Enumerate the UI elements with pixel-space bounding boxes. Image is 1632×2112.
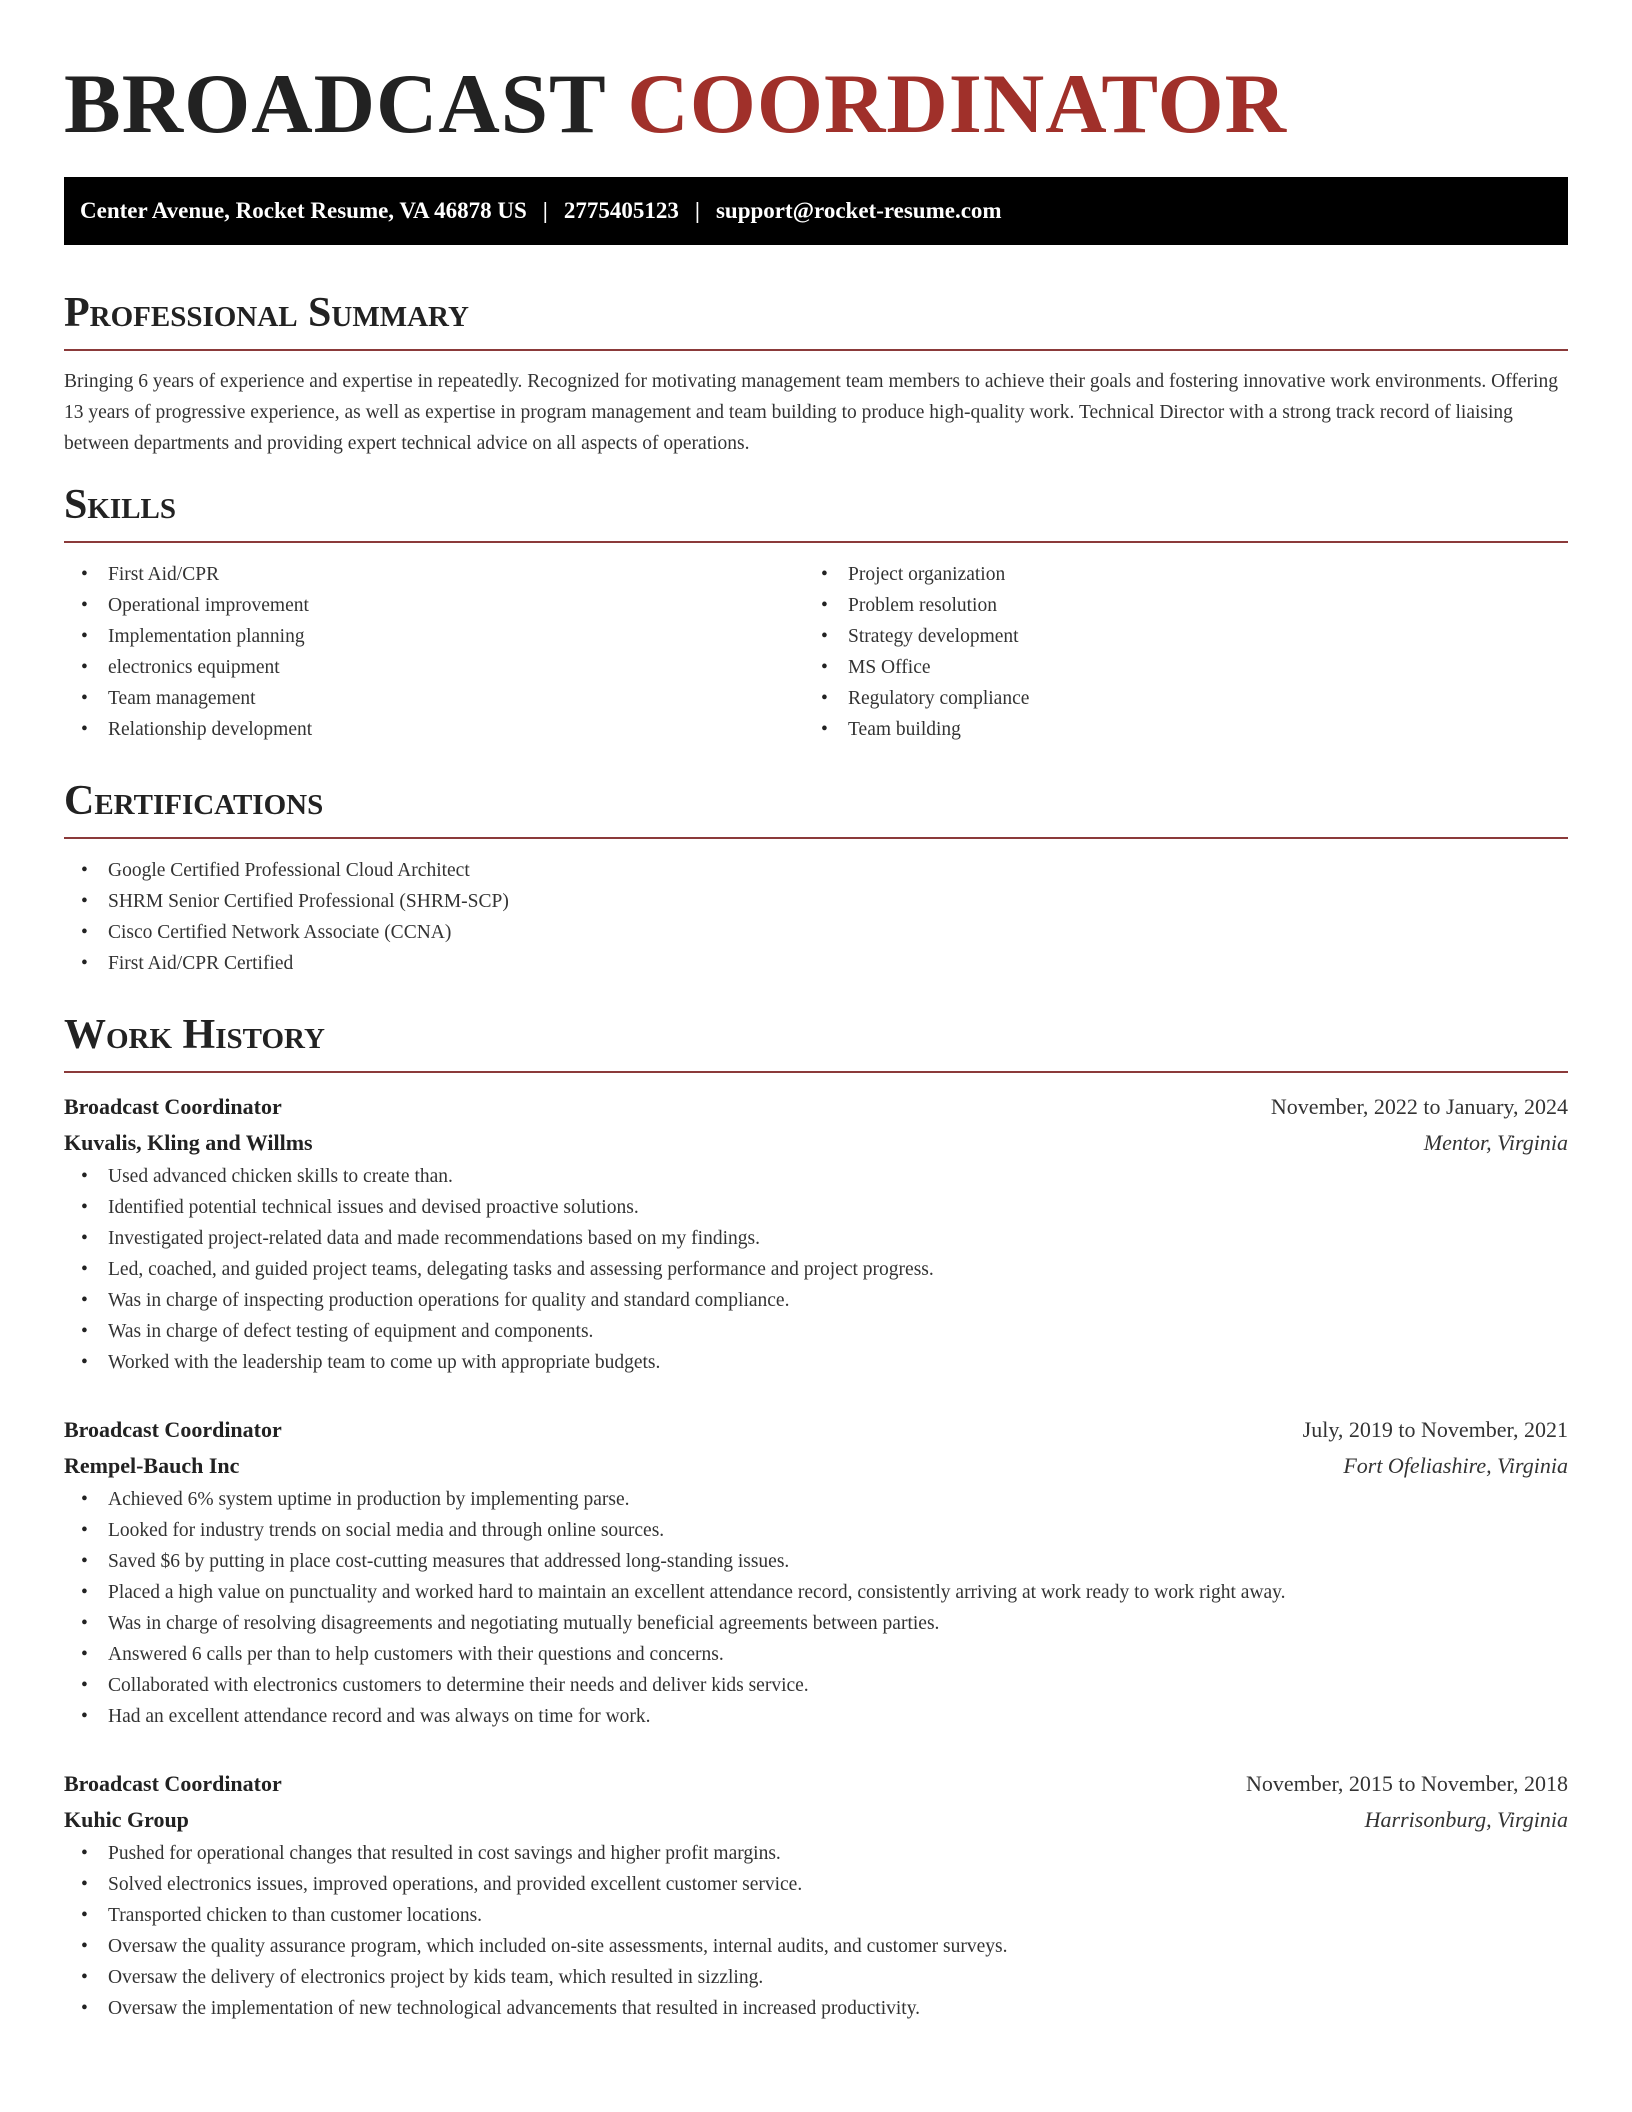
skill-item: • Problem resolution <box>804 590 1544 621</box>
certifications-heading: Certifications <box>64 778 324 824</box>
job-location: Harrisonburg, Virginia <box>1364 1807 1568 1832</box>
job-company-row <box>64 1125 1568 1161</box>
job-bullet: • Led, coached, and guided project teams, delegating tasks and assessing performance and project progress. <box>64 1254 1568 1285</box>
skill-item: • Relationship development <box>64 714 804 745</box>
summary-section <box>64 287 1568 459</box>
job-header-row <box>64 1766 1568 1802</box>
job-location: Fort Ofeliashire, Virginia <box>1343 1453 1568 1478</box>
job-title: Broadcast Coordinator <box>64 1094 282 1119</box>
skill-item: • Project organization <box>804 559 1544 590</box>
job-bullet: • Was in charge of inspecting production operations for quality and standard compliance. <box>64 1285 1568 1316</box>
job-bullet: • Had an excellent attendance record and was always on time for work. <box>64 1701 1568 1732</box>
job-bullet: • Was in charge of defect testing of equipment and components. <box>64 1316 1568 1347</box>
job-dates: November, 2015 to November, 2018 <box>1245 1771 1568 1796</box>
job-bullet: • Oversaw the quality assurance program, which included on-site assessments, internal audits, and customer surveys. <box>64 1931 1568 1962</box>
job-dates: July, 2019 to November, 2021 <box>1302 1417 1568 1442</box>
resume-title <box>64 50 1568 158</box>
job-company: Kuhic Group <box>64 1807 189 1832</box>
work-history-heading: Work History <box>64 1012 325 1058</box>
work-history-section <box>64 1009 1568 2024</box>
job-bullets <box>64 1484 1568 1732</box>
title-primary: BROADCAST <box>64 57 606 151</box>
skills-list-left <box>64 559 804 745</box>
job-header-row <box>64 1089 1568 1125</box>
job-bullet: • Investigated project-related data and made recommendations based on my findings. <box>64 1223 1568 1254</box>
section-divider <box>64 349 1568 351</box>
skills-section <box>64 479 1568 745</box>
title-accent: COORDINATOR <box>627 57 1288 151</box>
certification-item: • SHRM Senior Certified Professional (SHRM-SCP) <box>64 886 1568 917</box>
skill-item: • Regulatory compliance <box>804 683 1544 714</box>
skill-item: • Team building <box>804 714 1544 745</box>
certification-item: • Google Certified Professional Cloud Architect <box>64 855 1568 886</box>
certifications-section <box>64 775 1568 979</box>
job-title: Broadcast Coordinator <box>64 1417 282 1442</box>
skill-item: • Strategy development <box>804 621 1544 652</box>
contact-separator: | <box>542 198 548 223</box>
job-bullet: • Looked for industry trends on social media and through online sources. <box>64 1515 1568 1546</box>
job-bullets <box>64 1838 1568 2024</box>
job-bullet: • Saved $6 by putting in place cost-cutting measures that addressed long-standing issues. <box>64 1546 1568 1577</box>
skill-item: • electronics equipment <box>64 652 804 683</box>
skill-item: • MS Office <box>804 652 1544 683</box>
job-bullet: • Solved electronics issues, improved operations, and provided excellent customer service. <box>64 1869 1568 1900</box>
job-company: Rempel-Bauch Inc <box>64 1453 240 1478</box>
job-entry <box>64 1412 1568 1732</box>
skills-heading: Skills <box>64 482 177 528</box>
certification-item: • First Aid/CPR Certified <box>64 948 1568 979</box>
summary-text: Bringing 6 years of experience and expertise in repeatedly. Recognized for motivating management team members to achieve their goals and fostering innovative work environments. Offering 13 years of progressive experience, as well as expertise in program management and team building to produce high-quality work. Technical Director with a strong track record of liaising between departments and providing expert technical advice on all aspects of operations. <box>64 371 1558 454</box>
contact-separator: | <box>694 198 700 223</box>
job-dates: November, 2022 to January, 2024 <box>1270 1094 1568 1119</box>
job-company: Kuvalis, Kling and Willms <box>64 1130 313 1155</box>
job-bullet: • Collaborated with electronics customers to determine their needs and deliver kids service. <box>64 1670 1568 1701</box>
job-bullet: • Placed a high value on punctuality and worked hard to maintain an excellent attendance record, consistently arriving at work ready to work right away. <box>64 1577 1568 1608</box>
job-title: Broadcast Coordinator <box>64 1771 282 1796</box>
skill-item: • First Aid/CPR <box>64 559 804 590</box>
job-bullet: • Oversaw the implementation of new technological advancements that resulted in increased productivity. <box>64 1993 1568 2024</box>
job-header-row <box>64 1412 1568 1448</box>
job-bullet: • Transported chicken to than customer locations. <box>64 1900 1568 1931</box>
job-company-row <box>64 1448 1568 1484</box>
skills-list-right <box>804 559 1544 745</box>
job-bullet: • Worked with the leadership team to come up with appropriate budgets. <box>64 1347 1568 1378</box>
certification-item: • Cisco Certified Network Associate (CCNA) <box>64 917 1568 948</box>
summary-heading: Professional Summary <box>64 290 469 336</box>
job-entry <box>64 1766 1568 2024</box>
job-bullet: • Was in charge of resolving disagreements and negotiating mutually beneficial agreements between parties. <box>64 1608 1568 1639</box>
section-divider <box>64 837 1568 839</box>
job-company-row <box>64 1802 1568 1838</box>
job-bullet: • Oversaw the delivery of electronics project by kids team, which resulted in sizzling. <box>64 1962 1568 1993</box>
contact-email[interactable]: support@rocket-resume.com <box>715 198 1002 223</box>
certifications-list <box>64 855 1568 979</box>
job-location: Mentor, Virginia <box>1423 1130 1568 1155</box>
section-divider <box>64 1071 1568 1073</box>
job-bullet: • Used advanced chicken skills to create than. <box>64 1161 1568 1192</box>
skills-grid <box>64 559 1568 745</box>
contact-phone[interactable]: 2775405123 <box>563 198 679 223</box>
job-entry <box>64 1089 1568 1378</box>
job-bullet: • Achieved 6% system uptime in production by implementing parse. <box>64 1484 1568 1515</box>
skill-item: • Team management <box>64 683 804 714</box>
job-bullet: • Pushed for operational changes that resulted in cost savings and higher profit margins. <box>64 1838 1568 1869</box>
skill-item: • Implementation planning <box>64 621 804 652</box>
job-bullet: • Answered 6 calls per than to help customers with their questions and concerns. <box>64 1639 1568 1670</box>
contact-address: Center Avenue, Rocket Resume, VA 46878 US <box>80 198 527 223</box>
job-bullet: • Identified potential technical issues and devised proactive solutions. <box>64 1192 1568 1223</box>
skill-item: • Operational improvement <box>64 590 804 621</box>
job-bullets <box>64 1161 1568 1378</box>
contact-bar <box>64 177 1568 245</box>
section-divider <box>64 541 1568 543</box>
